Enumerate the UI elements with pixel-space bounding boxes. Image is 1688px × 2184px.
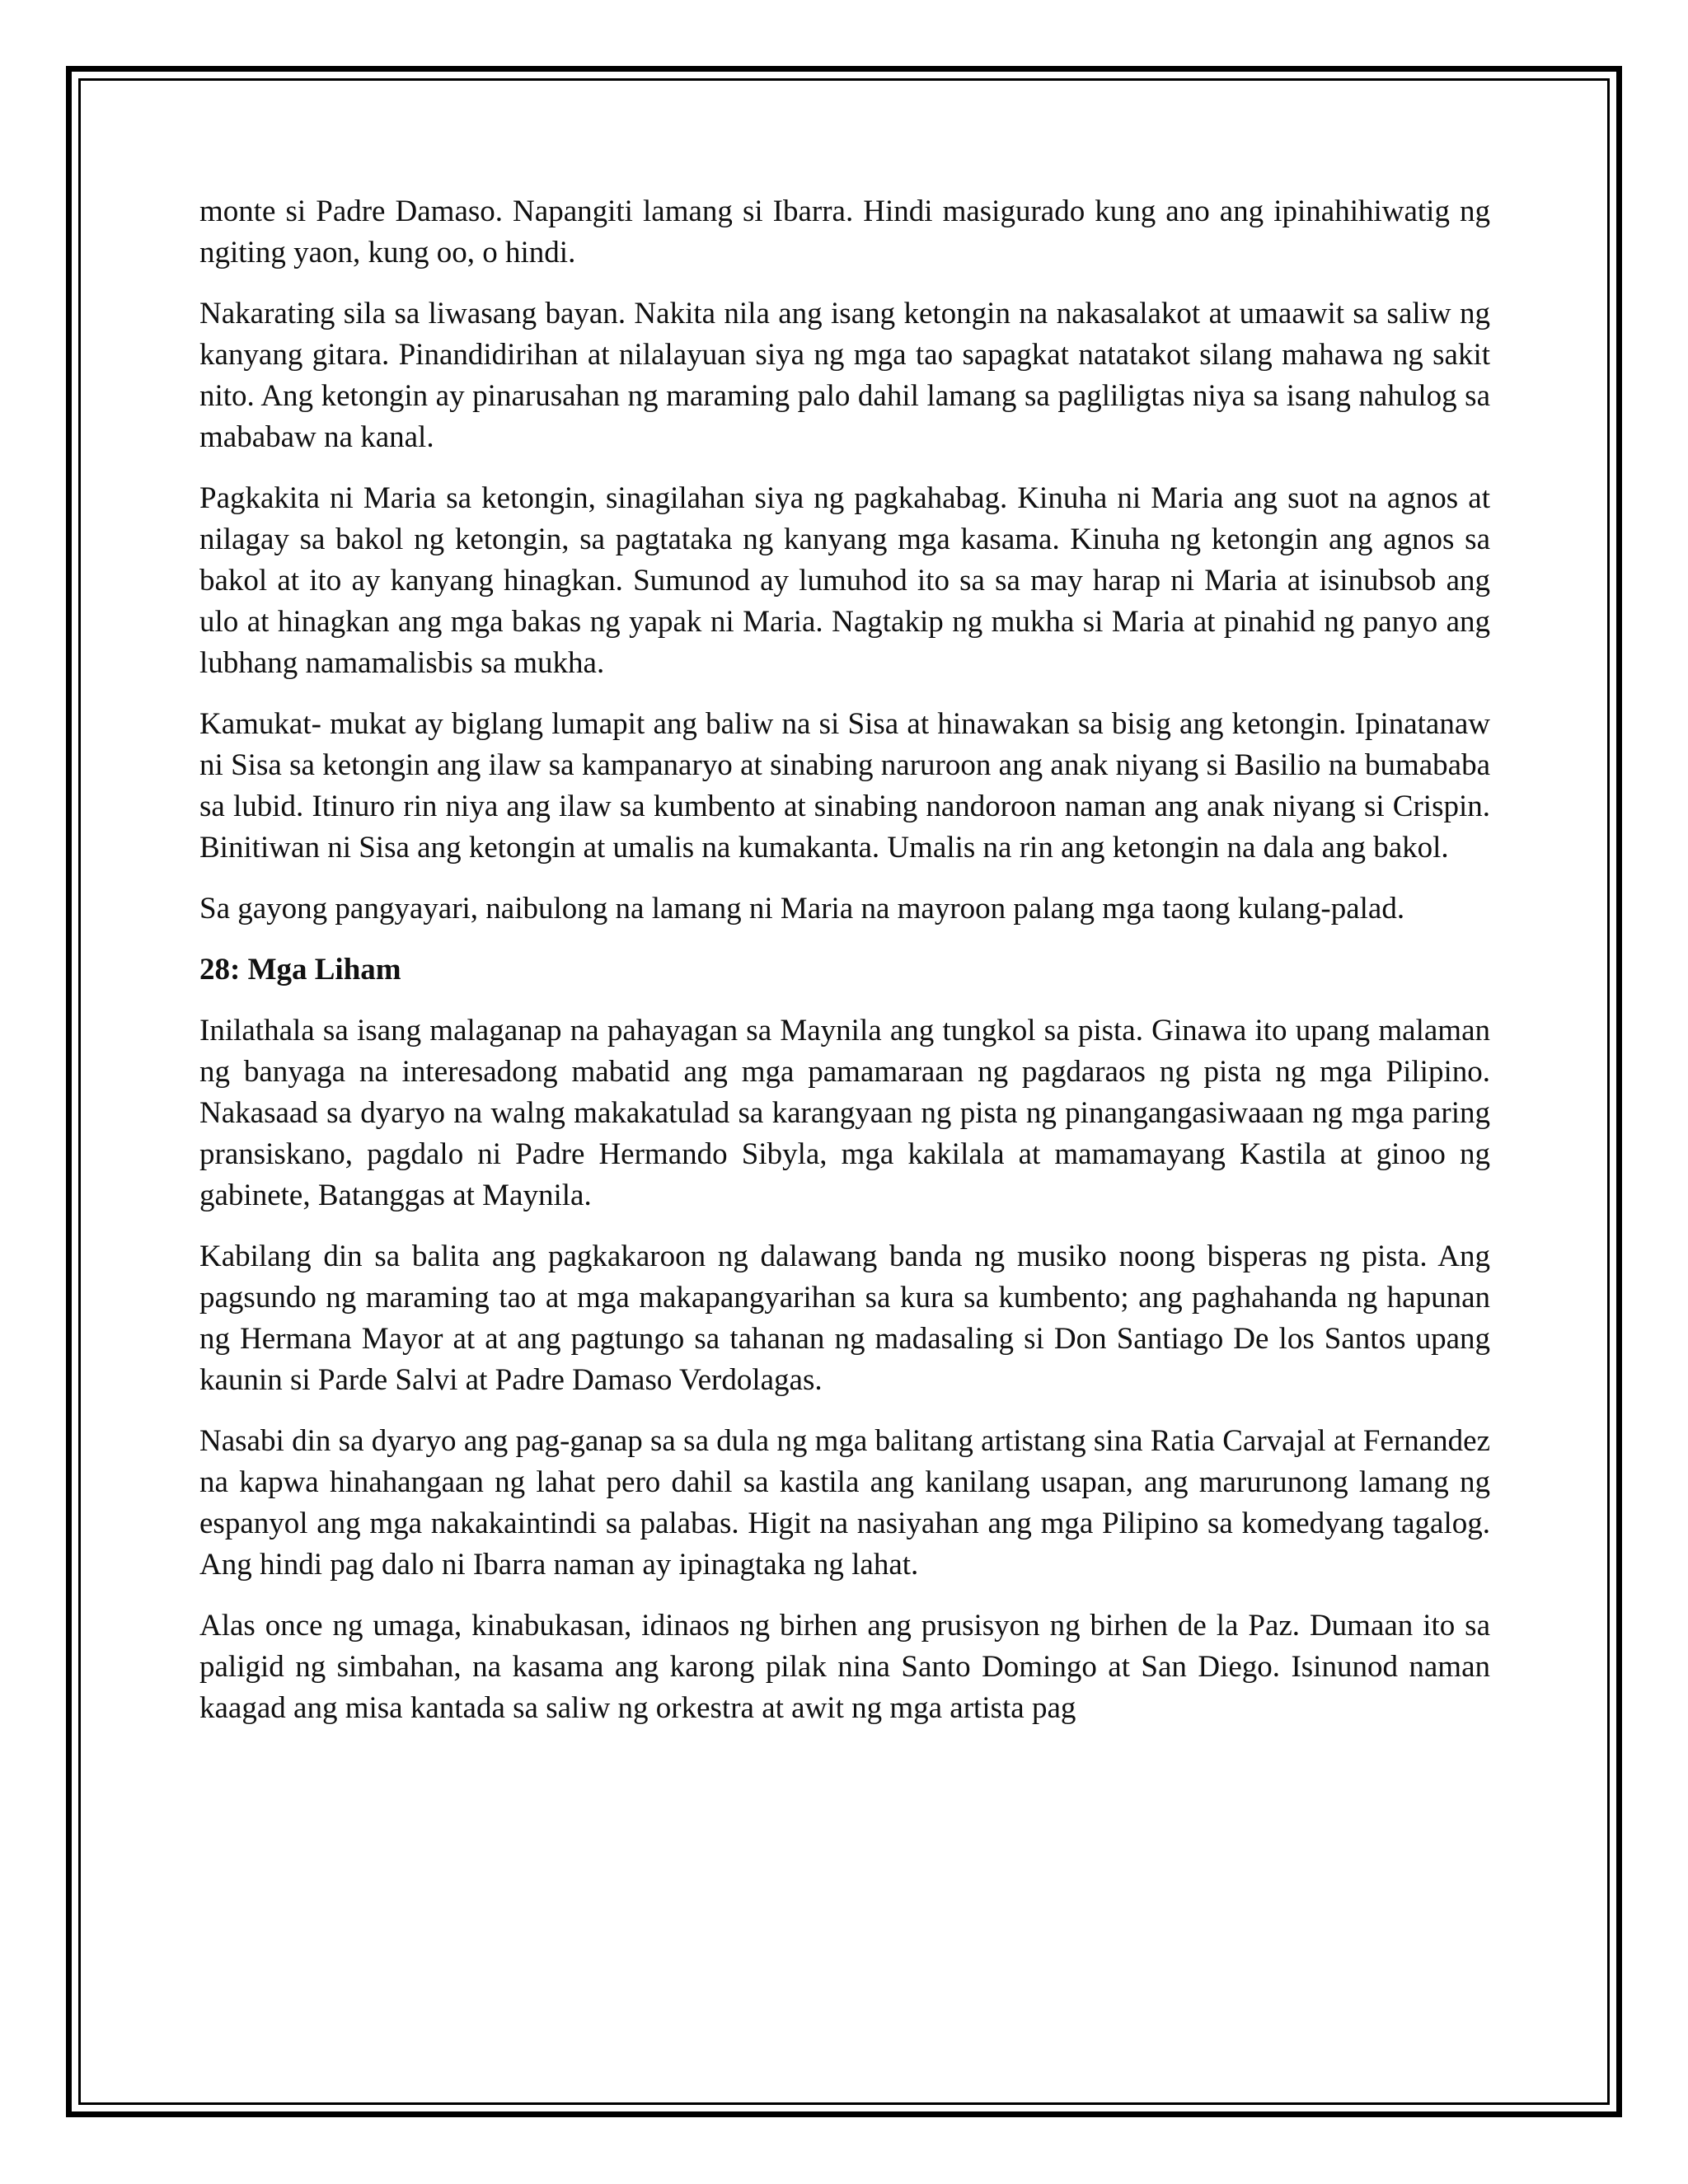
- paragraph: Nasabi din sa dyaryo ang pag-ganap sa sa dula ng mga balitang artistang sina Ratia Carvajal at Fernandez na kapwa hinahangaan ng lahat pero dahil sa kastila ang kanilang usapan, ang marurunong lamang ng espanyol ang mga nakakaintindi sa palabas. Higit na nasiyahan ang mga Pilipino sa komedyang tagalog. Ang hindi pag dalo ni Ibarra naman ay ipinagtaka ng lahat.: [199, 1424, 1490, 1582]
- section-heading: 28: Mga Liham: [199, 953, 401, 987]
- paragraph: Nakarating sila sa liwasang bayan. Nakita nila ang isang ketongin na nakasalakot at umaawit sa saliw ng kanyang gitara. Pinandidirihan at nilalayuan siya ng mga tao sapagkat natatakot silang mahawa ng sakit nito. Ang ketongin ay pinarusahan ng maraming palo dahil lamang sa pagliligtas niya sa isang nahulog sa mababaw na kanal.: [199, 297, 1490, 454]
- paragraph: Alas once ng umaga, kinabukasan, idinaos ng birhen ang prusisyon ng birhen de la Paz. Dumaan ito sa paligid ng simbahan, na kasama ang karong pilak nina Santo Domingo at San Diego. Isinunod naman kaagad ang misa kantada sa saliw ng orkestra at awit ng mga artista pag: [199, 1609, 1490, 1725]
- paragraph: Inilathala sa isang malaganap na pahayagan sa Maynila ang tungkol sa pista. Ginawa ito upang malaman ng banyaga na interesadong mabatid ang mga pamamaraan ng pagdaraos ng pista ng mga Pilipino. Nakasaad sa dyaryo na walng makakatulad sa karangyaan ng pista ng pinangangasiwaaan ng mga paring pransiskano, pagdalo ni Padre Hermando Sibyla, mga kakilala at mamamayang Kastila at ginoo ng gabinete, Batanggas at Maynila.: [199, 1014, 1490, 1212]
- paragraph: monte si Padre Damaso. Napangiti lamang si Ibarra. Hindi masigurado kung ano ang ipinahihiwatig ng ngiting yaon, kung oo, o hindi.: [199, 194, 1490, 269]
- paragraph: Kabilang din sa balita ang pagkakaroon ng dalawang banda ng musiko noong bisperas ng pista. Ang pagsundo ng maraming tao at mga makapangyarihan sa kura sa kumbento; ang paghahanda ng hapunan ng Hermana Mayor at at ang pagtungo sa tahanan ng madasaling si Don Santiago De los Santos upang kaunin si Parde Salvi at Padre Damaso Verdolagas.: [199, 1240, 1490, 1397]
- paragraph: Kamukat- mukat ay biglang lumapit ang baliw na si Sisa at hinawakan sa bisig ang ketongin. Ipinatanaw ni Sisa sa ketongin ang ilaw sa kampanaryo at sinabing naruroon ang anak niyang si Basilio na bumababa sa lubid. Itinuro rin niya ang ilaw sa kumbento at sinabing nandoroon naman ang anak niyang si Crispin. Binitiwan ni Sisa ang ketongin at umalis na kumakanta. Umalis na rin ang ketongin na dala ang bakol.: [199, 707, 1490, 865]
- paragraph: Pagkakita ni Maria sa ketongin, sinagilahan siya ng pagkahabag. Kinuha ni Maria ang suot na agnos at nilagay sa bakol ng ketongin, sa pagtataka ng kanyang mga kasama. Kinuha ng ketongin ang agnos sa bakol at ito ay kanyang hinagkan. Sumunod ay lumuhod ito sa sa may harap ni Maria at isinubsob ang ulo at hinagkan ang mga bakas ng yapak ni Maria. Nagtakip ng mukha si Maria at pinahid ng panyo ang lubhang namamalisbis sa mukha.: [199, 481, 1490, 680]
- paragraph: Sa gayong pangyayari, naibulong na lamang ni Maria na mayroon palang mga taong kulang-palad.: [199, 892, 1405, 926]
- document-body: [199, 191, 1490, 1749]
